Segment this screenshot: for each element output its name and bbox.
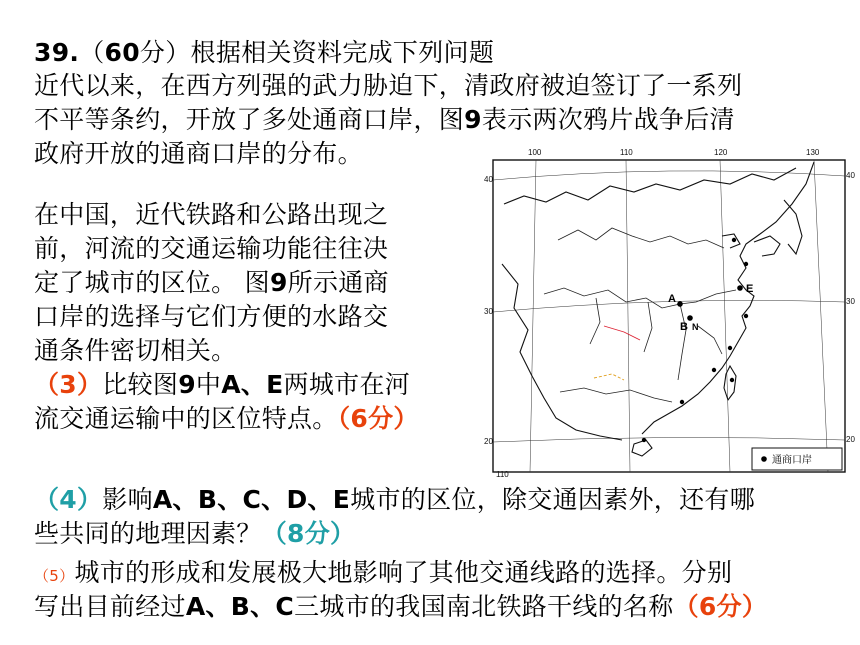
question-4-line-2: 些共同的地理因素？（8分） xyxy=(34,519,356,548)
intro-line-3: 政府开放的通商口岸的分布。 xyxy=(34,139,363,168)
legend-label: 通商口岸 xyxy=(772,455,812,466)
question-5-score: （6分） xyxy=(673,592,768,621)
treaty-ports-map xyxy=(484,144,856,478)
lat-label-left-20: 20 xyxy=(484,437,493,446)
question-3-score: （6分） xyxy=(337,404,419,433)
lon-label-120: 120 xyxy=(714,148,728,157)
question-4-line-1: （4）影响A、B、C、D、E城市的区位，除交通因素外，还有哪 xyxy=(34,485,755,514)
lat-label-left-40: 40 xyxy=(484,175,493,184)
point-label-b: B xyxy=(680,321,688,333)
question-4-score: （8分） xyxy=(261,519,356,548)
question-5-line-1: （5）城市的形成和发展极大地影响了其他交通线路的选择。分别 xyxy=(34,558,733,587)
map-legend xyxy=(752,448,842,470)
question-score: 60 xyxy=(104,38,140,67)
point-label-n: N xyxy=(692,322,699,332)
lat-label-right-30: 30 xyxy=(846,297,855,306)
port-marker-hainan xyxy=(642,438,646,442)
port-marker-south xyxy=(680,400,684,404)
port-marker-e xyxy=(737,285,743,291)
point-label-a: A xyxy=(668,293,676,305)
question-5-number: （5） xyxy=(34,567,75,585)
context-line-1: 在中国，近代铁路和公路出现之 xyxy=(34,200,389,229)
lat-label-right-40: 40 xyxy=(846,171,855,180)
question-5-line-2: 写出目前经过A、B、C三城市的我国南北铁路干线的名称（6分） xyxy=(34,592,768,621)
lon-label-130: 130 xyxy=(806,148,820,157)
context-line-2: 前，河流的交通运输功能往往决 xyxy=(34,234,389,263)
port-marker-east-1 xyxy=(744,314,748,318)
port-marker-east-2 xyxy=(728,346,732,350)
context-line-5: 通条件密切相关。 xyxy=(34,336,237,365)
port-marker-b xyxy=(687,315,693,321)
port-marker-north-1 xyxy=(732,238,736,242)
question-3-line-2: 流交通运输中的区位特点。（6分） xyxy=(34,404,419,433)
port-marker-southeast xyxy=(712,368,716,372)
point-label-e: E xyxy=(746,283,754,295)
question-39-heading: 39.（60分）根据相关资料完成下列问题 xyxy=(34,38,495,67)
port-marker-a xyxy=(677,301,683,307)
legend-port-symbol xyxy=(761,456,767,462)
question-3-line-1: （3）比较图9中A、E两城市在河 xyxy=(34,370,411,399)
question-number: 39. xyxy=(34,38,80,67)
port-marker-taiwan xyxy=(730,378,734,382)
port-marker-north-2 xyxy=(744,262,748,266)
context-line-4: 口岸的选择与它们方便的水路交 xyxy=(34,302,389,331)
lat-label-left-30: 30 xyxy=(484,307,493,316)
map-background xyxy=(484,144,856,478)
question-title: 根据相关资料完成下列问题 xyxy=(190,38,495,67)
intro-line-2: 不平等条约，开放了多处通商口岸，图9表示两次鸦片战争后清 xyxy=(34,105,735,134)
lat-label-right-20: 20 xyxy=(846,435,855,444)
question-4-number: （4） xyxy=(34,485,103,514)
question-3-number: （3） xyxy=(34,370,103,399)
context-line-3: 定了城市的区位。 图9所示通商 xyxy=(34,268,389,297)
intro-line-1: 近代以来，在西方列强的武力胁迫下，清政府被迫签订了一系列 xyxy=(34,71,743,100)
lon-label-100: 100 xyxy=(528,148,542,157)
lon-label-bottom: 110 xyxy=(496,470,509,478)
lon-label-110: 110 xyxy=(620,148,633,157)
